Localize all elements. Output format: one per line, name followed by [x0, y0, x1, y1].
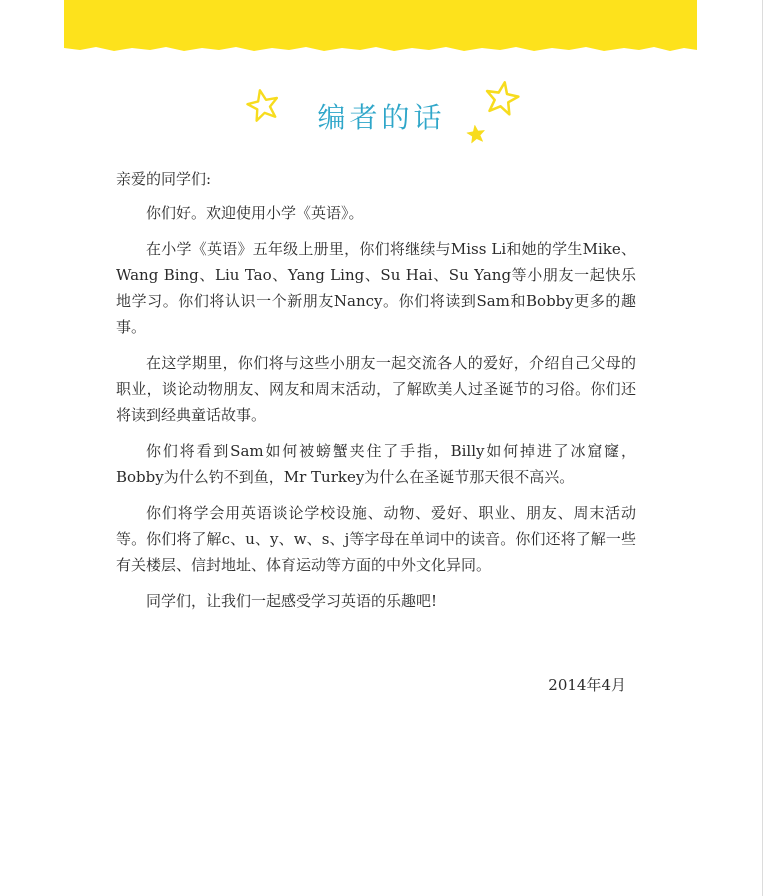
- date: 2014年4月: [548, 676, 626, 694]
- paragraph-skills: 你们将学会用英语谈论学校设施、动物、爱好、职业、朋友、周末活动等。你们将了解c、u、y、w、s、j等字母在单词中的读音。你们还将了解一些有关楼层、信封地址、体育运动等方面的中外文化异同。: [116, 504, 636, 574]
- paragraph-characters: 在小学《英语》五年级上册里，你们将继续与Miss Li和她的学生Mike、Wang Bing、Liu Tao、Yang Ling、Su Hai、Su Yang等小朋友一起快乐地学习。你们将认识一个新朋友Nancy。你们将读到Sam和Bobby更多的趣事。: [116, 240, 636, 336]
- paragraph-closing: 同学们，让我们一起感受学习英语的乐趣吧!: [146, 592, 438, 610]
- page-title: 编者的话: [317, 101, 446, 134]
- header-band: [64, 0, 697, 54]
- paragraph-topics: 在这学期里，你们将与这些小朋友一起交流各人的爱好，介绍自己父母的职业，谈论动物朋友、网友和周末活动，了解欧美人过圣诞节的习俗。你们还将读到经典童话故事。: [116, 354, 636, 424]
- paragraph-greeting: 你们好。欢迎使用小学《英语》。: [146, 204, 364, 222]
- paragraph-stories: 你们将看到Sam如何被螃蟹夹住了手指，Billy如何掉进了冰窟窿，Bobby为什么钓不到鱼，Mr Turkey为什么在圣诞节那天很不高兴。: [116, 442, 636, 486]
- salutation: 亲爱的同学们:: [116, 170, 212, 188]
- letter-body: [116, 166, 636, 624]
